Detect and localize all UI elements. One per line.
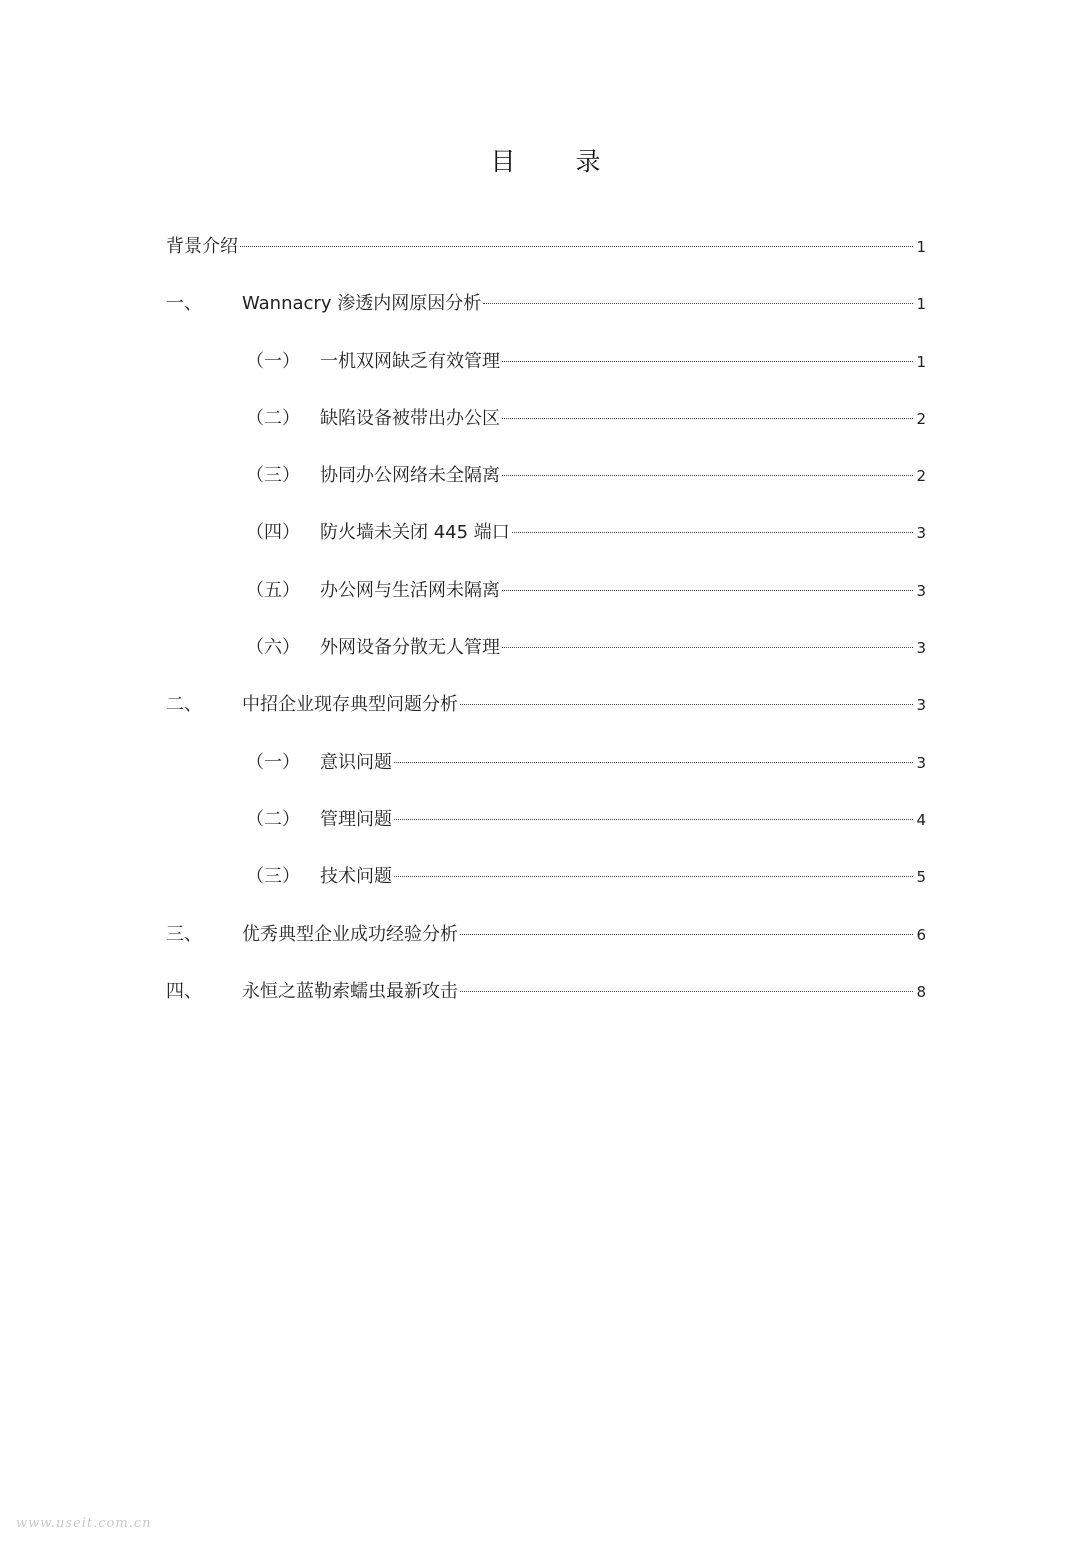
toc-entry-number: 四、	[166, 980, 202, 1002]
watermark-text: www.useit.com.cn	[16, 1516, 152, 1531]
toc-page-number: 8	[916, 982, 926, 1001]
toc-entry-section-1-3[interactable]	[166, 457, 926, 514]
toc-entry-background[interactable]	[166, 228, 926, 285]
toc-entry-section-1-2[interactable]	[166, 400, 926, 457]
toc-entry-number: （一）	[246, 350, 300, 372]
toc-entry-section-1-1[interactable]	[166, 343, 926, 400]
toc-entry-number: 三、	[166, 923, 202, 945]
toc-page-number: 1	[916, 238, 926, 256]
toc-page-number: 5	[916, 868, 926, 887]
toc-entry-number: （五）	[246, 579, 300, 601]
toc-dot-leader	[512, 531, 914, 533]
toc-entry-label: 优秀典型企业成功经验分析	[242, 923, 458, 945]
toc-entry-section-2[interactable]	[166, 686, 926, 743]
toc-entry-number: （一）	[246, 751, 300, 773]
toc-dot-leader	[502, 360, 913, 362]
toc-page-number: 6	[916, 925, 926, 944]
toc-entry-label: 协同办公网络未全隔离	[320, 465, 500, 487]
toc-entry-label: 背景介绍	[166, 236, 238, 257]
toc-entry-label: 办公网与生活网未隔离	[320, 579, 500, 601]
toc-entry-section-1-5[interactable]	[166, 572, 926, 629]
toc-entry-section-2-2[interactable]	[166, 801, 926, 858]
toc-dot-leader	[483, 302, 913, 304]
toc-entry-label: 意识问题	[320, 751, 392, 773]
toc-dot-leader	[460, 990, 913, 992]
toc-page-number: 3	[916, 696, 926, 715]
toc-entry-section-1-6[interactable]	[166, 629, 926, 686]
toc-entry-section-2-1[interactable]	[166, 744, 926, 801]
toc-entry-number: （二）	[246, 808, 300, 830]
toc-entry-label: 技术问题	[320, 866, 392, 888]
toc-entry-number: （四）	[246, 522, 300, 544]
toc-dot-leader	[240, 245, 913, 247]
toc-entry-section-2-3[interactable]	[166, 858, 926, 915]
toc-page-number: 3	[916, 524, 926, 543]
toc-entry-number: （三）	[246, 866, 300, 888]
toc-page-number: 1	[916, 295, 926, 314]
toc-page-number: 1	[916, 352, 926, 371]
toc-page-number: 3	[916, 753, 926, 772]
toc-entry-number: 二、	[166, 694, 202, 716]
toc-entry-section-3[interactable]	[166, 916, 926, 973]
toc-dot-leader	[460, 703, 913, 705]
toc-page-number: 3	[916, 639, 926, 658]
toc-entry-label: 永恒之蓝勒索蠕虫最新攻击	[242, 980, 458, 1002]
toc-dot-leader	[502, 474, 913, 476]
toc-entry-number: （二）	[246, 407, 300, 429]
toc-dot-leader	[394, 875, 913, 877]
toc-entry-section-1[interactable]	[166, 285, 926, 342]
toc-dot-leader	[460, 933, 913, 935]
toc-dot-leader	[502, 646, 913, 648]
toc-entry-number: 一、	[166, 293, 202, 315]
toc-entry-label: Wannacry 渗透内网原因分析	[242, 293, 482, 315]
toc-entry-number: （六）	[246, 637, 300, 659]
toc-entry-section-1-4[interactable]	[166, 514, 926, 571]
toc-page-number: 2	[916, 409, 926, 428]
table-of-contents	[166, 228, 926, 1030]
toc-dot-leader	[502, 417, 913, 419]
toc-entry-label: 中招企业现存典型问题分析	[242, 694, 458, 716]
toc-entry-label: 外网设备分散无人管理	[320, 637, 500, 659]
toc-page-number: 2	[916, 467, 926, 486]
toc-dot-leader	[502, 589, 913, 591]
toc-dot-leader	[394, 761, 913, 763]
toc-entry-section-4[interactable]	[166, 973, 926, 1030]
toc-entry-label: 缺陷设备被带出办公区	[320, 407, 500, 429]
toc-dot-leader	[394, 818, 913, 820]
toc-entry-label: 管理问题	[320, 808, 392, 830]
page-title: 目 录	[490, 147, 627, 176]
toc-entry-label: 一机双网缺乏有效管理	[320, 350, 500, 372]
toc-page-number: 4	[916, 810, 926, 829]
toc-entry-number: （三）	[246, 465, 300, 487]
toc-page-number: 3	[916, 581, 926, 600]
toc-entry-label: 防火墙未关闭 445 端口	[320, 522, 510, 544]
